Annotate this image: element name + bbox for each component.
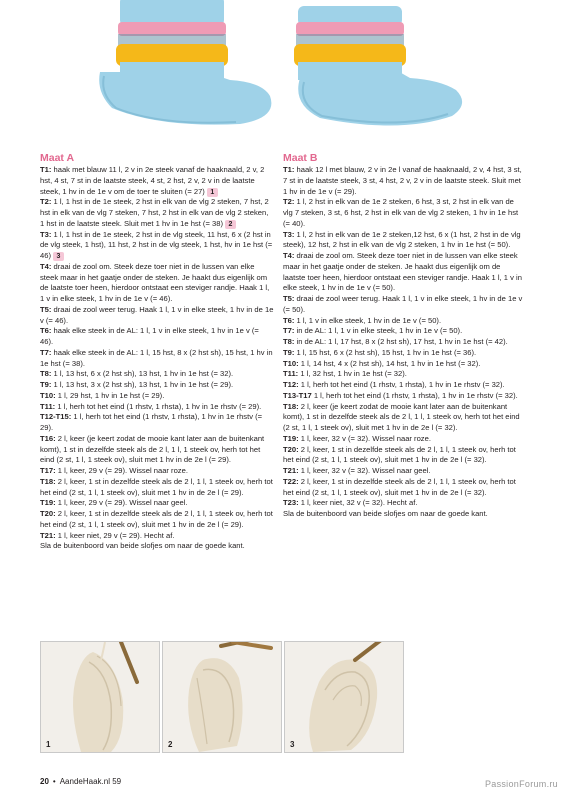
pattern-row xyxy=(283,391,523,402)
row-text: 1 l, 1 hst in de 1e steek, 2 hst in elk van de vlg 2 steken, 7 hst, 2 hst in elk van de vlg 7 steken, 7 hst, 2 hst in elk van de vlg 2 steken, 1 hst in de laatste steek. Sluit met 1 hv in 1e hst (= 38) xyxy=(40,197,269,228)
row-text: draai de zool weer terug. Haak 1 l, 1 v in elke steek, 1 hv in de 1e v (= 46). xyxy=(40,304,274,325)
pattern-row xyxy=(40,326,274,348)
pattern-row xyxy=(283,230,523,252)
pattern-row xyxy=(283,466,523,477)
row-label: T2: xyxy=(283,197,295,207)
pattern-row xyxy=(283,477,523,499)
pattern-row xyxy=(40,369,274,380)
pattern-row xyxy=(40,391,274,402)
row-text: 2 l, keer, 1 st in dezelfde steek als de 2 l, 1 l, 1 steek ov, herh tot het eind (2 st, 1 l, 1 steek ov), sluit met 1 hv in de 2e l (= 32). xyxy=(283,444,516,465)
page-number: 20 xyxy=(40,777,49,786)
step-number-2: 2 xyxy=(168,740,173,749)
row-label: T5: xyxy=(40,304,52,314)
row-label: T22: xyxy=(283,476,299,486)
row-text: draai de zool om. Steek deze toer niet in de lussen van elke steek maar in het gaatje onder de steken. Je haakt dus eigenlijk om de laatste toer heen, hierdoor ontstaat een steviger randje. Haak 1 l, 1 v in elke steek, 1 hv in de 1e v (= 46). xyxy=(40,261,270,303)
pattern-row xyxy=(283,380,523,391)
crochet-sole-step-1-image xyxy=(41,642,159,752)
pattern-row xyxy=(40,262,274,305)
row-text: 1 l, 1 v in elke steek, 1 hv in de 1e v (= 50). xyxy=(294,315,442,325)
pattern-row xyxy=(283,326,523,337)
row-label: T12: xyxy=(283,380,299,389)
row-text: 1 l, 15 hst, 6 x (2 hst sh), 15 hst, 1 hv in 1e hst (= 36). xyxy=(294,347,477,357)
row-text: 1 l, 13 hst, 6 x (2 hst sh), 13 hst, 1 hv in 1e hst (= 32). xyxy=(51,369,234,379)
row-text: in de AL: 1 l, 1 v in elke steek, 1 hv in 1e v (= 50). xyxy=(294,326,463,336)
pattern-row xyxy=(283,434,523,445)
row-text: 1 l, keer niet, 29 v (= 29). Hecht af. xyxy=(55,530,175,540)
right-bootie xyxy=(294,6,462,126)
row-label: T1: xyxy=(283,165,295,174)
row-text: 1 l, keer, 32 v (= 32). Wissel naar roze. xyxy=(298,433,431,443)
row-text: 2 l, keer, 1 st in dezelfde steek als de 2 l, 1 l, 1 steek ov, herh tot het eind (2 st, 1 l, 1 steek ov), sluit met 1 hv in de 2e l (= 29). xyxy=(40,509,273,529)
row-label: T20: xyxy=(283,444,299,454)
booties-photo xyxy=(0,0,566,148)
pattern-row xyxy=(40,402,274,413)
row-text: draai de zool weer terug. Haak 1 l, 1 v in elke steek, 1 hv in de 1e v (= 50). xyxy=(283,294,523,314)
row-label: T4: xyxy=(283,251,295,260)
row-text: 1 l, herh tot het eind (1 rhstv, 1 rhsta), 1 hv in 1e rhstv (= 32). xyxy=(298,380,505,389)
row-label: T21: xyxy=(40,530,56,540)
pattern-row xyxy=(40,477,274,499)
row-label: T19: xyxy=(40,498,56,508)
maat-a-heading: Maat A xyxy=(40,152,75,164)
step-marker: 1 xyxy=(207,188,218,197)
pattern-row xyxy=(283,251,523,294)
row-label: T7: xyxy=(40,347,52,357)
row-text: in de AL: 1 l, 17 hst, 8 x (2 hst sh), 17 hst, 1 hv in 1e hst (= 42). xyxy=(294,337,508,346)
row-label: T16: xyxy=(40,433,56,443)
maat-a-column xyxy=(40,152,274,552)
row-label: T7: xyxy=(283,326,295,336)
pattern-row xyxy=(283,337,523,348)
pattern-row xyxy=(283,509,523,520)
row-text: Sla de buitenboord van beide slofjes om naar de goede kant. xyxy=(40,541,245,551)
row-label: T4: xyxy=(40,261,52,271)
row-text: 2 l, keer (je keert zodat de mooie kant later aan de buitenkant komt), 1 st in dezelfde steek als de 2 l, 1 l, 1 steek ov, herh tot het eind (2 st, 1 l, 1 steek ov), sluit met 1 hv in de 2e l (= 32). xyxy=(283,401,520,432)
row-text: 1 l, herh tot het eind (1 rhstv, 1 rhsta), 1 hv in 1e rhstv (= 29). xyxy=(40,412,263,432)
pattern-row xyxy=(40,380,274,391)
row-label: T3: xyxy=(40,229,52,239)
left-bootie xyxy=(99,0,271,125)
pattern-row xyxy=(40,165,274,197)
row-label: T9: xyxy=(40,380,52,389)
row-text: 1 l, keer, 32 v (= 32). Wissel naar geel. xyxy=(298,466,431,475)
maat-b-column xyxy=(283,152,523,520)
booties-illustration xyxy=(0,0,566,148)
pattern-row xyxy=(283,316,523,327)
crochet-sole-step-2-image xyxy=(163,642,281,752)
row-text: 1 l, 29 hst, 1 hv in 1e hst (= 29). xyxy=(55,390,165,400)
pattern-row xyxy=(40,412,274,434)
row-text: haak elke steek in de AL: 1 l, 1 v in elke steek, 1 hv in 1e v (= 46). xyxy=(40,326,259,346)
row-text: 1 l, herh tot het eind (1 rhstv, 1 rhsta), 1 hv in 1e rhstv (= 32). xyxy=(311,390,518,400)
row-label: T21: xyxy=(283,466,299,475)
pattern-row xyxy=(40,531,274,542)
pattern-row xyxy=(40,498,274,509)
maat-b-heading: Maat B xyxy=(283,152,318,164)
row-text: 1 l, keer, 29 v (= 29). Wissel naar roze. xyxy=(55,466,188,475)
step-number-3: 3 xyxy=(290,740,295,749)
row-label: T6: xyxy=(40,326,52,336)
row-text: 1 l, 32 hst, 1 hv in 1e hst (= 32). xyxy=(298,369,407,379)
footer-separator: • xyxy=(52,777,56,786)
row-label: T10: xyxy=(283,358,299,368)
row-text: 1 l, 1 hst in de 1e steek, 2 hst in de vlg steek, 11 hst, 6 x (2 hst in de vlg steek, 1 hst), 11 hst, 2 hst in de vlg steek, 1 hst, hv in 1e hst (= 46) xyxy=(40,229,273,260)
row-text: haak met blauw 11 l, 2 v in 2e steek vanaf de haaknaald, 2 v, 2 hst, 4 st, 7 st in de laatste steek, 4 st, 2 hst, 2 v, 2 v in de laatste steek, 1 hv in de 1e v om de toer te sluiten (= 27) xyxy=(40,165,265,196)
row-text: 1 l, 2 hst in elk van de 1e 2 steken, 6 hst, 3 st, 2 hst in elk van de vlg 7 steken, 3 st, 6 hst, 2 hst in elk van de vlg 2 steken, 1 hv in 1e hst (= 40). xyxy=(283,197,519,228)
row-text: Sla de buitenboord van beide slofjes om naar de goede kant. xyxy=(283,509,488,518)
row-label: T18: xyxy=(283,401,299,411)
row-text: 1 l, 14 hst, 4 x (2 hst sh), 14 hst, 1 hv in 1e hst (= 32). xyxy=(298,358,481,368)
row-text: haak elke steek in de AL: 1 l, 15 hst, 8 x (2 hst sh), 15 hst, 1 hv in 1e hst (= 38). xyxy=(40,347,273,368)
row-text: 1 l, 2 hst in elk van de 1e 2 steken,12 hst, 6 x (1 hst, 2 hst in de vlg steek), 12 hst, 2 hst in elk van de vlg 2 steken, 1 hv in 1e hst (= 50). xyxy=(283,229,521,250)
pattern-row xyxy=(40,230,274,262)
pattern-row xyxy=(40,434,274,466)
step-marker: 2 xyxy=(225,220,236,229)
row-text: 2 l, keer, 1 st in dezelfde steek als de 2 l, 1 l, 1 steek ov, herh tot het eind (2 st, 1 l, 1 steek ov), sluit met 1 hv in de 2e l (= 32). xyxy=(283,476,516,497)
crochet-sole-step-3-image xyxy=(285,642,403,752)
row-label: T11: xyxy=(283,369,299,379)
row-text: 2 l, keer, 1 st in dezelfde steek als de 2 l, 1 l, 1 steek ov, herh tot het eind (2 st, 1 l, 1 steek ov), sluit met 1 hv in de 2e l (= 29). xyxy=(40,476,273,497)
row-label: T23: xyxy=(283,498,299,508)
row-label: T8: xyxy=(40,369,52,379)
row-text: 1 l, keer niet, 32 v (= 32). Hecht af. xyxy=(298,498,418,508)
row-label: T3: xyxy=(283,229,295,239)
step-number-1: 1 xyxy=(46,740,51,749)
page-footer xyxy=(40,777,121,786)
pattern-row xyxy=(283,294,523,316)
watermark: PassionForum.ru xyxy=(484,779,558,789)
row-label: T5: xyxy=(283,294,295,303)
row-label: T11: xyxy=(40,401,56,411)
pattern-row xyxy=(40,466,274,477)
pattern-row xyxy=(283,197,523,229)
row-text: 1 l, herh tot het eind (1 rhstv, 1 rhsta), 1 hv in 1e rhstv (= 29). xyxy=(55,401,262,411)
row-label: T20: xyxy=(40,509,56,518)
pattern-row xyxy=(283,369,523,380)
pattern-row xyxy=(40,348,274,370)
row-label: T18: xyxy=(40,476,56,486)
row-label: T10: xyxy=(40,390,56,400)
pattern-row xyxy=(40,541,274,552)
row-label: T17: xyxy=(40,466,56,475)
row-label: T2: xyxy=(40,197,52,207)
row-label: T1: xyxy=(40,165,52,174)
maat-a-rows xyxy=(40,165,274,552)
step-photo-1 xyxy=(40,641,160,753)
pattern-row xyxy=(283,165,523,197)
row-label: T19: xyxy=(283,433,299,443)
pattern-row xyxy=(283,498,523,509)
magazine-name: AandeHaak.nl 59 xyxy=(59,777,122,786)
pattern-row xyxy=(283,348,523,359)
step-photos xyxy=(40,641,524,751)
row-text: haak 12 l met blauw, 2 v in 2e l vanaf de haaknaald, 2 v, 4 hst, 3 st, 7 st in de laatste steek, 3 st, 4 hst, 2 v, 2 v in de laatste steek. Sluit met 1 hv in de 1e v (= 29). xyxy=(283,165,522,196)
step-photo-2 xyxy=(162,641,282,753)
step-photo-3 xyxy=(284,641,404,753)
pattern-row xyxy=(40,197,274,229)
row-label: T12-T15: xyxy=(40,412,72,422)
row-label: T13-T17 xyxy=(283,390,312,400)
row-label: T6: xyxy=(283,315,295,325)
pattern-row xyxy=(40,509,274,531)
step-marker: 3 xyxy=(53,252,64,261)
pattern-row xyxy=(283,402,523,434)
pattern-row xyxy=(283,359,523,370)
row-text: 1 l, 13 hst, 3 x (2 hst sh), 13 hst, 1 hv in 1e hst (= 29). xyxy=(51,380,234,389)
pattern-row xyxy=(283,445,523,467)
row-text: draai de zool om. Steek deze toer niet in de lussen van elke steek maar in het gaatje onder de steken. Je haakt dus eigenlijk om de laatste toer heen, hierdoor ontstaat een steviger randje. Haak 1 l, 1 v in elke steek, 1 hv in de 1e v (= 50). xyxy=(283,251,522,293)
maat-b-rows xyxy=(283,165,523,520)
row-text: 1 l, keer, 29 v (= 29). Wissel naar geel. xyxy=(55,498,188,508)
pattern-row xyxy=(40,305,274,327)
row-label: T8: xyxy=(283,337,295,346)
row-text: 2 l, keer (je keert zodat de mooie kant later aan de buitenkant komt), 1 st in dezelfde steek als de 2 l, 1 l, 1 steek ov, herh tot het eind (2 st, 1 l, 1 steek ov), sluit met 1 hv in de 2e l (= 29). xyxy=(40,433,265,465)
row-label: T9: xyxy=(283,347,295,357)
